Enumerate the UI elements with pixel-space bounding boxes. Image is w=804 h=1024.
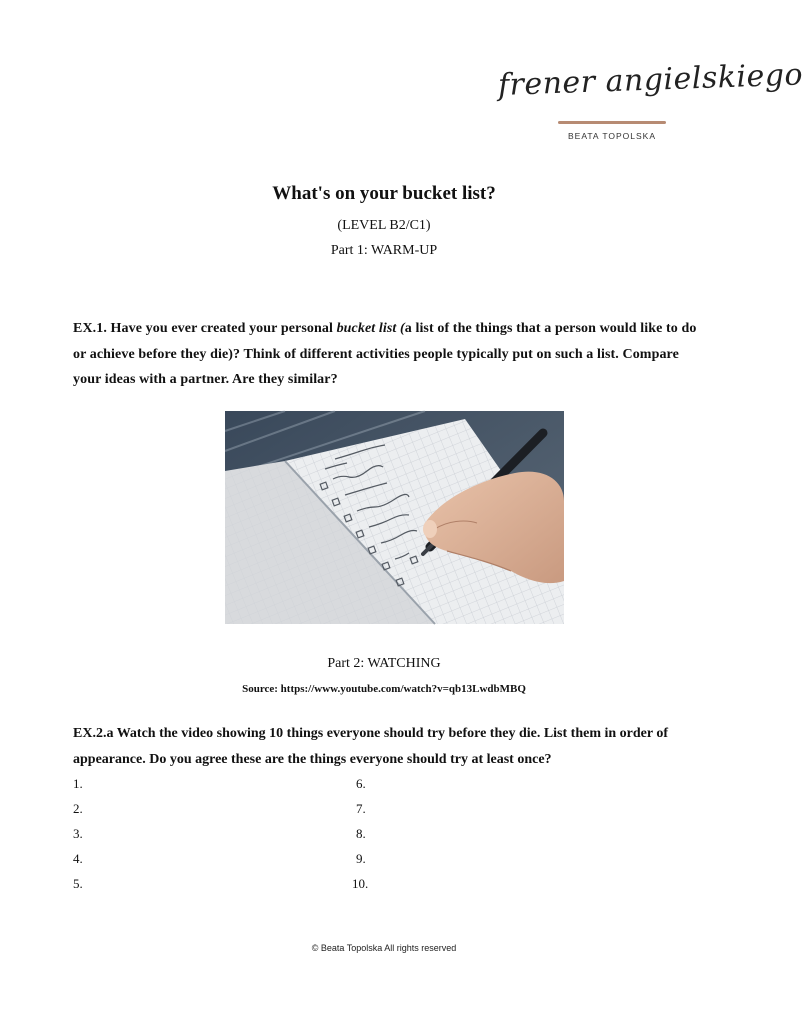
part2-heading: Part 2: WATCHING [327,656,441,671]
answer-number-1: 1. [73,776,83,791]
exercise-2a-text: EX.2.a Watch the video showing 10 things everyone should try before they die. List them in order of appearance. Do you agree these are the things everyone should try at least once? [73,726,669,767]
copyright-footer: © Beata Topolska All rights reserved [311,943,457,953]
answer-number-9: 9. [356,851,366,866]
part1-heading: Part 1: WARM-UP [330,243,438,258]
exercise-1-lead: EX.1. Have you ever created your personal [73,321,337,336]
logo-script-text: frener angielskiego [497,57,804,103]
logo-subtitle: BEATA TOPOLSKA [567,131,656,141]
exercise-1-text [73,316,701,393]
bucket-list-term: bucket list ( [336,321,405,336]
video-source-link[interactable]: Source: https://www.youtube.com/watch?v=qb13LwdbMBQ [242,683,526,695]
brand-logo [490,57,804,148]
answer-number-8: 8. [356,826,366,841]
notebook-checklist-icon [225,411,564,624]
exercise-1-rest: a list of the things that a person would like to do or achieve before they die)? Think of different activities people typically put on such a list. Compare your ideas with a partner. Are they similar? [73,321,697,387]
answer-number-3: 3. [73,826,83,841]
answer-number-6: 6. [356,776,366,791]
answer-number-7: 7. [356,801,366,816]
notebook-checklist-photo [225,411,564,624]
page-title: What's on your bucket list? [272,183,496,204]
answer-number-5: 5. [73,876,83,891]
answer-number-4: 4. [73,851,83,866]
answer-number-10: 10. [352,876,369,891]
level-label: (LEVEL B2/C1) [337,218,431,233]
answer-number-2: 2. [73,801,83,816]
logo-brush-stroke [558,121,666,124]
